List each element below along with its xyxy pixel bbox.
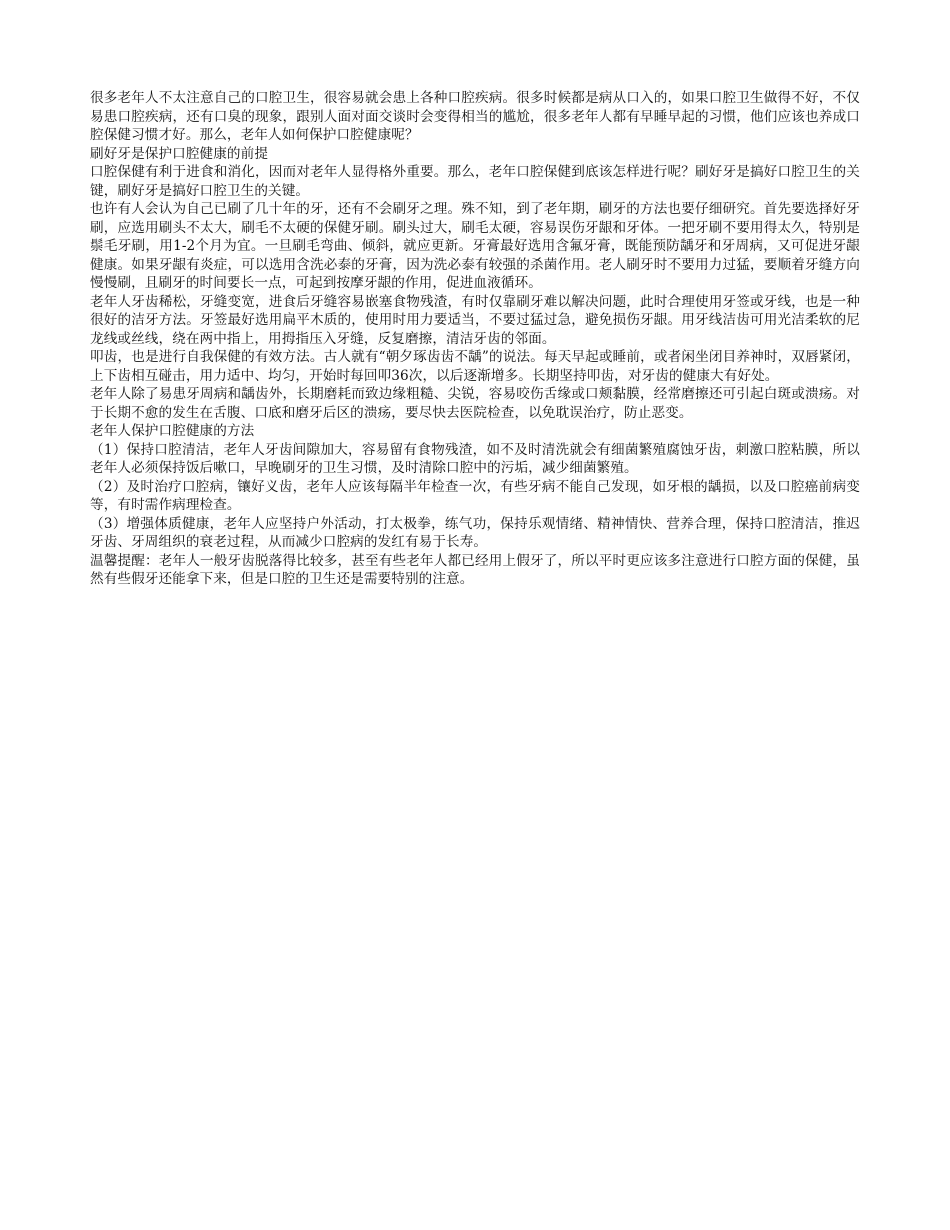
- body-paragraph: 也许有人会认为自己已刷了几十年的牙，还有不会刷牙之理。殊不知，到了老年期，刷牙的方法也要仔细研究。首先要选择好牙刷，应选用刷头不太大，刷毛不太硬的保健牙刷。刷头过大，刷毛太硬，容易误伤牙龈和牙体。一把牙刷不要用得太久，特别是鬃毛牙刷，用1-2个月为宜。一旦刷毛弯曲、倾斜，就应更新。牙膏最好选用含氟牙膏，既能预防龋牙和牙周病，又可促进牙龈健康。如果牙龈有炎症，可以选用含洗必泰的牙膏，因为洗必泰有较强的杀菌作用。老人刷牙时不要用力过猛，要顺着牙缝方向慢慢刷，且刷牙的时间要长一点，可起到按摩牙龈的作用，促进血液循环。: [90, 201, 860, 291]
- method-item: （3）增强体质健康，老年人应坚持户外活动，打太极拳，练气功，保持乐观情绪、精神情快、营养合理，保持口腔清洁，推迟牙齿、牙周组织的衰老过程，从而减少口腔病的发红有易于长寿。: [90, 515, 860, 550]
- body-paragraph: 老年人除了易患牙周病和龋齿外，长期磨耗而致边缘粗糙、尖锐，容易咬伤舌缘或口颊黏膜，经常磨擦还可引起白斑或溃疡。对于长期不愈的发生在舌腹、口底和磨牙后区的溃疡，要尽快去医院检查，以免耽误治疗，防止恶变。: [90, 386, 860, 421]
- document-body: [90, 89, 860, 589]
- body-paragraph: 口腔保健有利于进食和消化，因而对老年人显得格外重要。那么，老年口腔保健到底该怎样进行呢？刷好牙是搞好口腔卫生的关键，刷好牙是搞好口腔卫生的关键。: [90, 164, 860, 199]
- section-heading-methods: 老年人保护口腔健康的方法: [90, 423, 255, 439]
- reminder-paragraph: 温馨提醒：老年人一般牙齿脱落得比较多，甚至有些老年人都已经用上假牙了，所以平时更应该多注意进行口腔方面的保健，虽然有些假牙还能拿下来，但是口腔的卫生还是需要特别的注意。: [90, 552, 860, 587]
- body-paragraph: 叩齿，也是进行自我保健的有效方法。古人就有“朝夕琢齿齿不龋”的说法。每天早起或睡前，或者闲坐闭目养神时，双唇紧闭，上下齿相互碰击，用力适中、均匀，开始时每回叩36次，以后逐渐增多。长期坚持叩齿，对牙齿的健康大有好处。: [90, 349, 860, 384]
- intro-paragraph: 很多老年人不太注意自己的口腔卫生，很容易就会患上各种口腔疾病。很多时候都是病从口入的，如果口腔卫生做得不好，不仅易患口腔疾病，还有口臭的现象，跟别人面对面交谈时会变得相当的尴尬，很多老年人都有早睡早起的习惯，他们应该也养成口腔保健习惯才好。那么，老年人如何保护口腔健康呢？: [90, 90, 860, 143]
- method-item: （1）保持口腔清洁，老年人牙齿间隙加大，容易留有食物残渣，如不及时清洗就会有细菌繁殖腐蚀牙齿，刺激口腔粘膜，所以老年人必须保持饭后嗽口，早晚刷牙的卫生习惯，及时清除口腔中的污垢，减少细菌繁殖。: [90, 441, 860, 476]
- method-item: （2）及时治疗口腔病，镶好义齿，老年人应该每隔半年检查一次，有些牙病不能自己发现，如牙根的龋损，以及口腔癌前病变等，有时需作病理检查。: [90, 478, 860, 513]
- section-heading-brushing: 刷好牙是保护口腔健康的前提: [90, 145, 269, 162]
- body-paragraph: 老年人牙齿稀松，牙缝变宽，进食后牙缝容易嵌塞食物残渣，有时仅靠刷牙难以解决问题，此时合理使用牙签或牙线，也是一种很好的洁牙方法。牙签最好选用扁平木质的，使用时用力要适当，不要过猛过急，避免损伤牙龈。用牙线洁齿可用光洁柔软的尼龙线或丝线，绕在两中指上，用拇指压入牙缝，反复磨擦，清洁牙齿的邻面。: [90, 293, 860, 347]
